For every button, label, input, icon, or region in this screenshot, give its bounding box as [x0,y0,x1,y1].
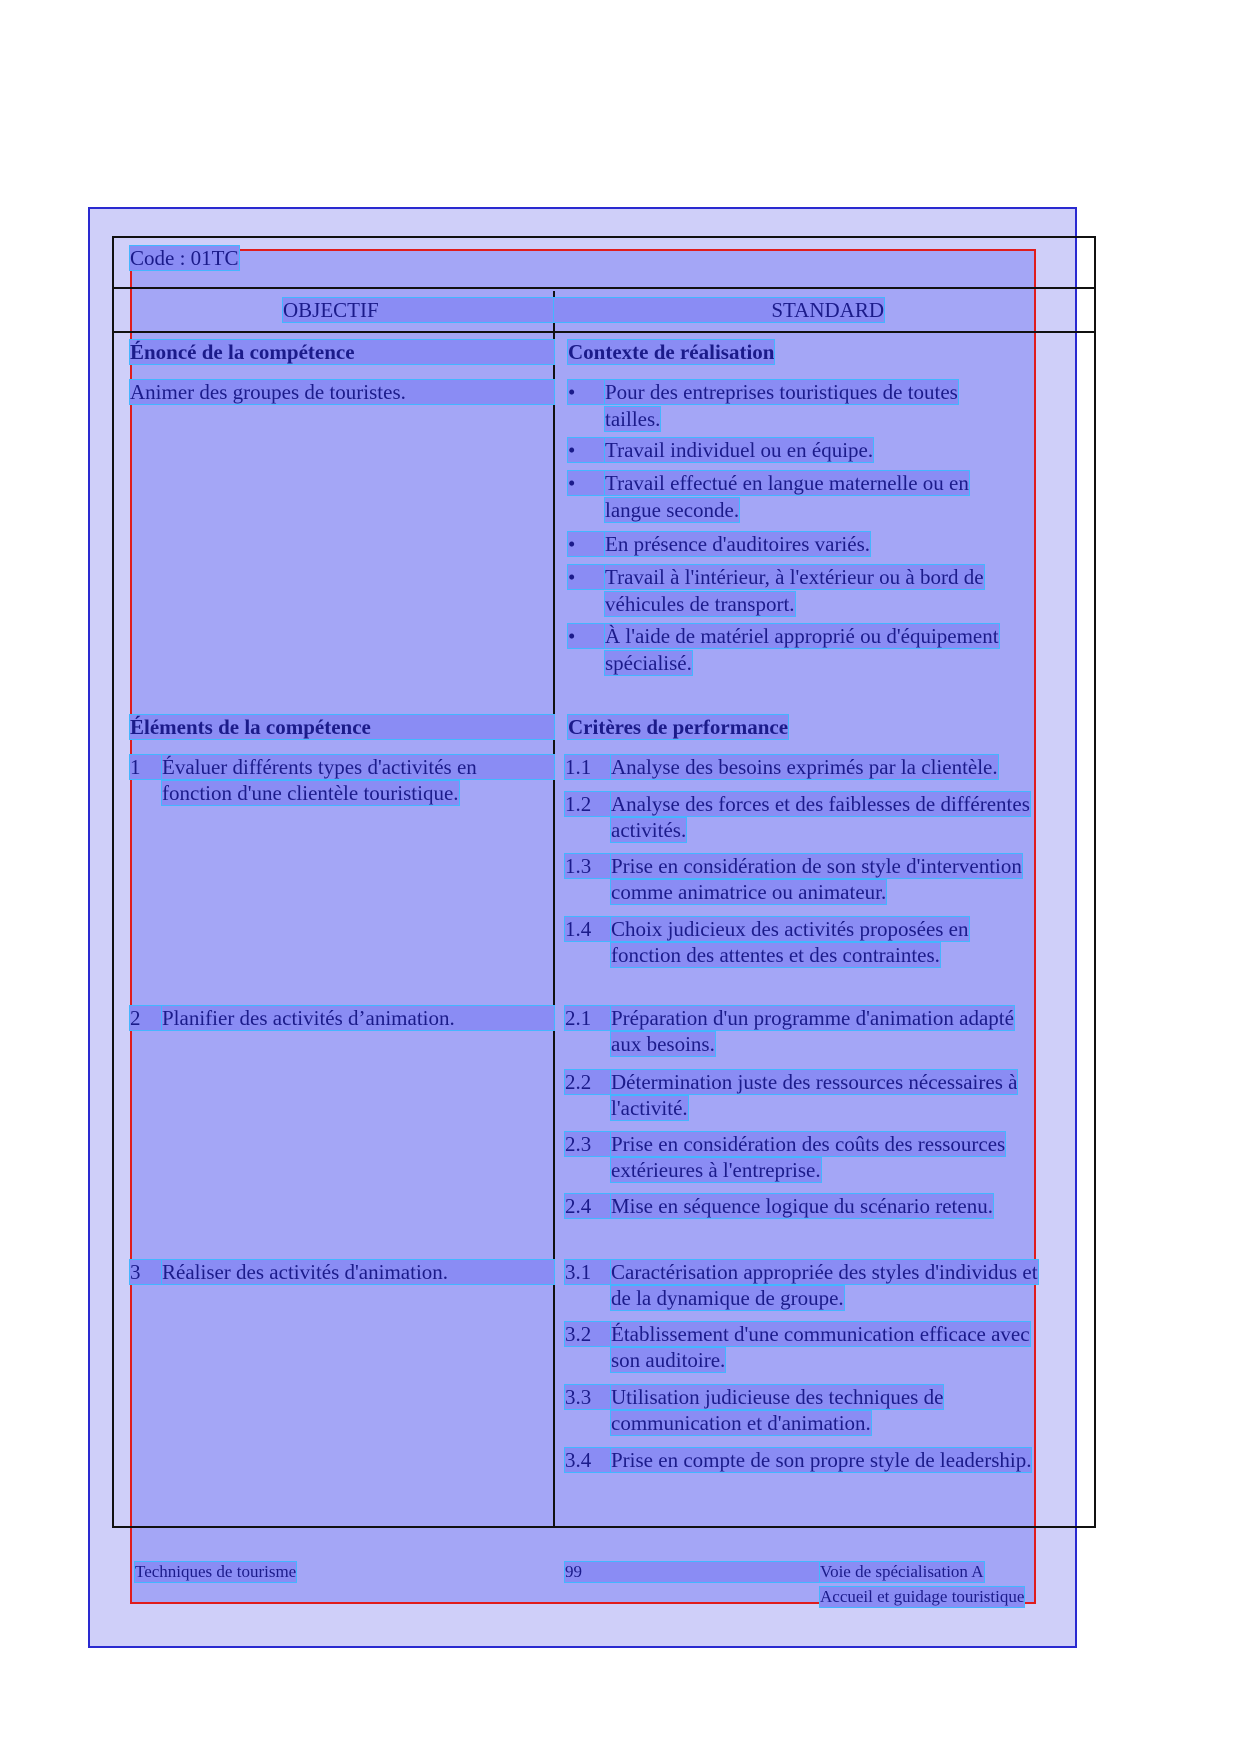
footer-left: Techniques de tourisme [135,1562,297,1581]
critere-line: l'activité. [611,1096,688,1120]
critere-number: 1.2 [565,792,611,816]
critere-line: Prise en considération de son style d'intervention [611,854,1022,878]
criteres-title: Critères de performance [568,715,789,739]
critere-line: activités. [611,818,687,842]
contexte-bullet: • [568,532,606,556]
footer-right-line-2: Accueil et guidage touristique [820,1587,1025,1606]
element-line: fonction d'une clientèle touristique. [162,781,459,805]
critere-line: Utilisation judicieuse des techniques de [611,1385,944,1409]
element-number: 1 [130,755,162,779]
critere-line: comme animatrice ou animateur. [611,880,887,904]
enonce-text: Animer des groupes de touristes. [130,380,554,404]
critere-number: 1.4 [565,917,611,941]
table-column-divider [553,291,555,1528]
contexte-bullet: • [568,471,606,495]
critere-line: Caractérisation appropriée des styles d'individus et [611,1260,1038,1284]
critere-line: Mise en séquence logique du scénario retenu. [611,1194,993,1218]
footer-right-line-1: Voie de spécialisation A [820,1562,984,1581]
contexte-item-line: Travail à l'intérieur, à l'extérieur ou à bord de [605,565,984,589]
code-line: Code : 01TC [130,246,239,270]
critere-line: son auditoire. [611,1348,726,1372]
elements-title: Éléments de la compétence [130,715,554,739]
critere-line: Établissement d'une communication efficace avec [611,1322,1030,1346]
critere-line: extérieures à l'entreprise. [611,1158,821,1182]
critere-number: 2.4 [565,1194,611,1218]
critere-line: Prise en considération des coûts des ressources [611,1132,1006,1156]
enonce-title: Énoncé de la compétence [130,340,554,364]
footer-page-number: 99 [565,1562,820,1582]
contexte-item-line: Travail effectué en langue maternelle ou en [605,471,969,495]
contexte-item-line: spécialisé. [605,651,692,675]
element-line: Évaluer différents types d'activités en [162,755,554,779]
table-divider-top [112,287,1096,289]
contexte-item-line: À l'aide de matériel approprié ou d'équipement [605,624,999,648]
header-standard: STANDARD [554,298,884,322]
critere-number: 2.2 [565,1070,611,1094]
critere-number: 1.3 [565,854,611,878]
contexte-bullet: • [568,624,606,648]
element-number: 3 [130,1260,162,1284]
contexte-bullet: • [568,565,606,589]
critere-number: 3.1 [565,1260,611,1284]
contexte-bullet: • [568,380,606,404]
contexte-item-line: tailles. [605,407,661,431]
critere-number: 3.4 [565,1448,611,1472]
critere-line: Choix judicieux des activités proposées en [611,917,969,941]
critere-line: Analyse des besoins exprimés par la clientèle. [611,755,998,779]
contexte-item-line: véhicules de transport. [605,592,795,616]
table-divider-header [112,331,1096,333]
contexte-title: Contexte de réalisation [568,340,775,364]
header-objectif: OBJECTIF [283,298,554,322]
element-line: Planifier des activités d’animation. [162,1006,554,1030]
critere-number: 3.2 [565,1322,611,1346]
contexte-item-line: Travail individuel ou en équipe. [605,438,874,462]
critere-line: communication et d'animation. [611,1411,871,1435]
critere-line: Prise en compte de son propre style de leadership. [611,1448,1032,1472]
critere-line: Détermination juste des ressources nécessaires à [611,1070,1018,1094]
contexte-bullet: • [568,438,606,462]
critere-line: Préparation d'un programme d'animation adapté [611,1006,1014,1030]
contexte-item-line: En présence d'auditoires variés. [605,532,871,556]
critere-number: 2.1 [565,1006,611,1030]
element-number: 2 [130,1006,162,1030]
critere-number: 3.3 [565,1385,611,1409]
critere-line: Analyse des forces et des faiblesses de différentes [611,792,1030,816]
critere-number: 1.1 [565,755,611,779]
critere-line: aux besoins. [611,1032,715,1056]
critere-number: 2.3 [565,1132,611,1156]
element-line: Réaliser des activités d'animation. [162,1260,554,1284]
critere-line: de la dynamique de groupe. [611,1286,844,1310]
contexte-item-line: langue seconde. [605,498,740,522]
critere-line: fonction des attentes et des contraintes. [611,943,940,967]
contexte-item-line: Pour des entreprises touristiques de toutes [605,380,958,404]
